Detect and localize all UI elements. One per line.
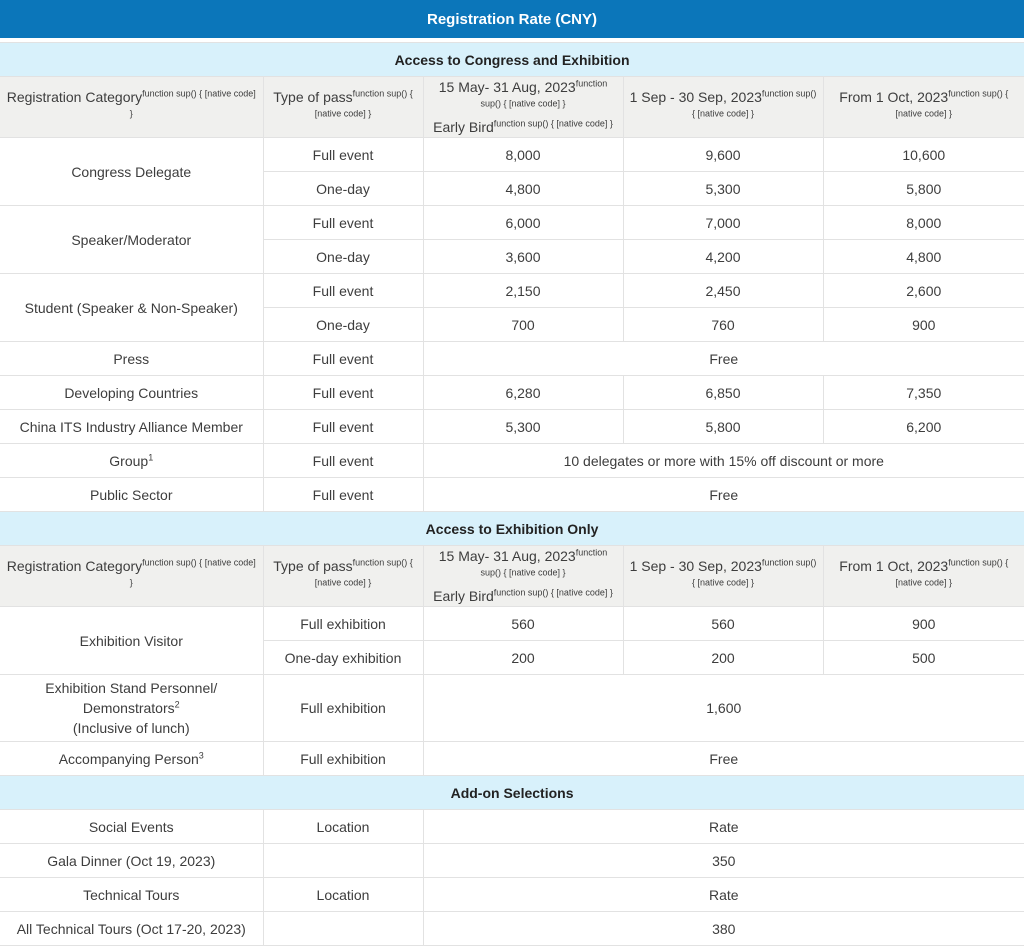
pass-type-cell: One-day	[263, 308, 423, 342]
column-header-line: 1 Sep - 30 Sep, $2023^{function sup() \{ [native code] \}}$	[629, 88, 817, 119]
table-row	[0, 376, 1024, 410]
rate-cell: 10,600	[823, 138, 1024, 172]
category-line: Technical Tours	[83, 886, 180, 903]
category-cell	[0, 444, 263, 478]
rate-cell: 4,200	[623, 240, 823, 274]
category-line: Press	[113, 350, 150, 367]
rate-cell: 500	[823, 641, 1024, 675]
category-line: Congress Delegate	[71, 163, 192, 180]
pass-type-cell: Full event	[263, 478, 423, 512]
pass-type-cell: Location	[263, 810, 423, 844]
pass-type-cell	[263, 912, 423, 946]
column-header-line: Type of pass$^{function sup() \{ [native code] \}}$	[273, 557, 413, 588]
category-cell	[0, 138, 263, 206]
table-row	[0, 810, 1024, 844]
column-header-cell	[823, 546, 1024, 607]
footnote-marker: function sup() { [native code] }	[129, 88, 256, 119]
column-header-row	[0, 546, 1024, 607]
footnote-marker: 1	[148, 451, 154, 462]
category-line: Speaker/Moderator	[71, 231, 192, 248]
rate-cell: 6,850	[623, 376, 823, 410]
category-cell	[0, 206, 263, 274]
category-line: Social Events	[88, 818, 174, 835]
pass-type-cell: Full event	[263, 274, 423, 308]
pass-type-cell: Full exhibition	[263, 742, 423, 776]
rate-span-cell: 350	[423, 844, 1024, 878]
category-cell	[0, 810, 263, 844]
table-row	[0, 912, 1024, 946]
section-heading-row	[0, 512, 1024, 546]
category-cell	[0, 878, 263, 912]
column-header-cell	[423, 77, 623, 138]
rate-cell: 700	[423, 308, 623, 342]
column-header-line: 15 May- 31 Aug, $2023^{function sup() \{ [native code] \}}$	[438, 78, 608, 109]
pass-type-cell: Full event	[263, 410, 423, 444]
pass-type-cell: Location	[263, 878, 423, 912]
column-header-line: Type of pass$^{function sup() \{ [native code] \}}$	[273, 88, 413, 119]
rate-cell: 8,000	[823, 206, 1024, 240]
pass-type-cell: Full event	[263, 376, 423, 410]
table-row	[0, 742, 1024, 776]
section-heading-1: Access to Congress and Exhibition	[0, 43, 1024, 77]
category-line: Exhibition Visitor	[79, 632, 183, 649]
column-header-cell	[263, 546, 423, 607]
table-row	[0, 206, 1024, 240]
rate-cell: 4,800	[423, 172, 623, 206]
column-header-line: Early Bird$^{function sup() \{ [native code] \}}$	[433, 587, 613, 604]
column-header-cell	[0, 546, 263, 607]
column-header-cell	[423, 546, 623, 607]
category-cell	[0, 675, 263, 742]
category-cell	[0, 376, 263, 410]
rate-cell: 4,800	[823, 240, 1024, 274]
rate-cell: 5,800	[623, 410, 823, 444]
section-heading-row	[0, 43, 1024, 77]
rate-span-cell: Free	[423, 478, 1024, 512]
category-line: Developing Countries	[64, 384, 199, 401]
rate-span-cell: Free	[423, 342, 1024, 376]
footnote-marker: function sup() { [native code] }	[480, 78, 608, 109]
rate-cell: 760	[623, 308, 823, 342]
rate-cell: 8,000	[423, 138, 623, 172]
column-header-cell	[263, 77, 423, 138]
pass-type-cell: One-day exhibition	[263, 641, 423, 675]
category-cell	[0, 742, 263, 776]
rate-cell: 200	[623, 641, 823, 675]
category-cell	[0, 844, 263, 878]
table-row	[0, 342, 1024, 376]
table-row	[0, 844, 1024, 878]
pass-type-cell: One-day	[263, 172, 423, 206]
category-line: Gala Dinner (Oct 19, 2023)	[47, 852, 216, 869]
rate-span-cell: Free	[423, 742, 1024, 776]
category-cell	[0, 342, 263, 376]
rate-cell: 2,450	[623, 274, 823, 308]
table-row	[0, 478, 1024, 512]
rate-cell: 900	[823, 607, 1024, 641]
footnote-marker: function sup() { [native code] }	[480, 547, 608, 578]
footnote-marker: function sup() { [native code] }	[691, 557, 817, 588]
table-row	[0, 878, 1024, 912]
rate-span-cell: 380	[423, 912, 1024, 946]
rate-cell: 200	[423, 641, 623, 675]
rate-cell: 900	[823, 308, 1024, 342]
rate-cell: 9,600	[623, 138, 823, 172]
registration-rate-table-body	[0, 43, 1024, 946]
category-line: Demonstrators$^2$	[82, 699, 180, 716]
category-line: Group$^1$	[109, 451, 154, 469]
rate-cell: 6,280	[423, 376, 623, 410]
footnote-marker: function sup() { [native code] }	[314, 88, 413, 119]
footnote-marker: function sup() { [native code] }	[129, 557, 256, 588]
category-line: Public Sector	[90, 486, 173, 503]
category-line: Student (Speaker & Non-Speaker)	[24, 299, 238, 316]
table-row	[0, 138, 1024, 172]
pass-type-cell	[263, 844, 423, 878]
column-header-line: Early Bird$^{function sup() \{ [native code] \}}$	[433, 118, 613, 135]
registration-rate-table	[0, 42, 1024, 946]
column-header-line: 1 Sep - 30 Sep, $2023^{function sup() \{ [native code] \}}$	[629, 557, 817, 588]
category-cell	[0, 274, 263, 342]
rate-cell: 7,000	[623, 206, 823, 240]
column-header-line: 15 May- 31 Aug, $2023^{function sup() \{ [native code] \}}$	[438, 547, 608, 578]
category-line: Accompanying Person$^3$	[58, 749, 204, 767]
rate-cell: 5,800	[823, 172, 1024, 206]
pass-type-cell: Full event	[263, 444, 423, 478]
table-row	[0, 675, 1024, 742]
footnote-marker: function sup() { [native code] }	[493, 118, 613, 129]
table-title-bar	[0, 0, 1024, 38]
category-cell	[0, 478, 263, 512]
category-line: All Technical Tours (Oct 17-20, 2023)	[16, 920, 246, 937]
column-header-cell	[623, 546, 823, 607]
rate-cell: 6,000	[423, 206, 623, 240]
rate-span-cell: Rate	[423, 878, 1024, 912]
section-heading-3: Add-on Selections	[0, 776, 1024, 810]
rate-cell: 5,300	[423, 410, 623, 444]
rate-cell: 5,300	[623, 172, 823, 206]
rate-cell: 7,350	[823, 376, 1024, 410]
rate-cell: 560	[423, 607, 623, 641]
footnote-marker: 2	[174, 699, 180, 710]
table-row	[0, 444, 1024, 478]
column-header-cell	[0, 77, 263, 138]
table-title: Registration Rate (CNY)	[426, 10, 598, 28]
rate-cell: 2,150	[423, 274, 623, 308]
rate-cell: 3,600	[423, 240, 623, 274]
column-header-cell	[623, 77, 823, 138]
column-header-line: Registration Category$^{function sup() \{ [native code] \}}$	[6, 88, 256, 119]
pass-type-cell: Full event	[263, 342, 423, 376]
pass-type-cell: Full exhibition	[263, 675, 423, 742]
column-header-line: From 1 Oct, $2023^{function sup() \{ [native code] \}}$	[839, 557, 1009, 588]
rate-cell: 6,200	[823, 410, 1024, 444]
column-header-cell	[823, 77, 1024, 138]
section-heading-row	[0, 776, 1024, 810]
rate-span-cell: Rate	[423, 810, 1024, 844]
rate-span-cell: 10 delegates or more with 15% off discount or more	[423, 444, 1024, 478]
category-line: China ITS Industry Alliance Member	[19, 418, 243, 435]
footnote-marker: function sup() { [native code] }	[493, 587, 613, 598]
category-line: (Inclusive of lunch)	[72, 720, 190, 736]
category-cell	[0, 410, 263, 444]
category-line: Exhibition Stand Personnel/	[45, 680, 218, 696]
footnote-marker: function sup() { [native code] }	[691, 88, 817, 119]
rate-cell: 2,600	[823, 274, 1024, 308]
footnote-marker: 3	[198, 749, 204, 760]
category-cell	[0, 607, 263, 675]
footnote-marker: function sup() { [native code] }	[314, 557, 413, 588]
category-cell	[0, 912, 263, 946]
table-row	[0, 410, 1024, 444]
pass-type-cell: Full exhibition	[263, 607, 423, 641]
pass-type-cell: Full event	[263, 206, 423, 240]
table-row	[0, 274, 1024, 308]
section-heading-2: Access to Exhibition Only	[0, 512, 1024, 546]
column-header-line: Registration Category$^{function sup() \{ [native code] \}}$	[6, 557, 256, 588]
rate-cell: 560	[623, 607, 823, 641]
column-header-row	[0, 77, 1024, 138]
pass-type-cell: Full event	[263, 138, 423, 172]
column-header-line: From 1 Oct, $2023^{function sup() \{ [native code] \}}$	[839, 88, 1009, 119]
pass-type-cell: One-day	[263, 240, 423, 274]
footnote-marker: function sup() { [native code] }	[895, 88, 1009, 119]
footnote-marker: function sup() { [native code] }	[895, 557, 1009, 588]
rate-span-cell: 1,600	[423, 675, 1024, 742]
table-row	[0, 607, 1024, 641]
